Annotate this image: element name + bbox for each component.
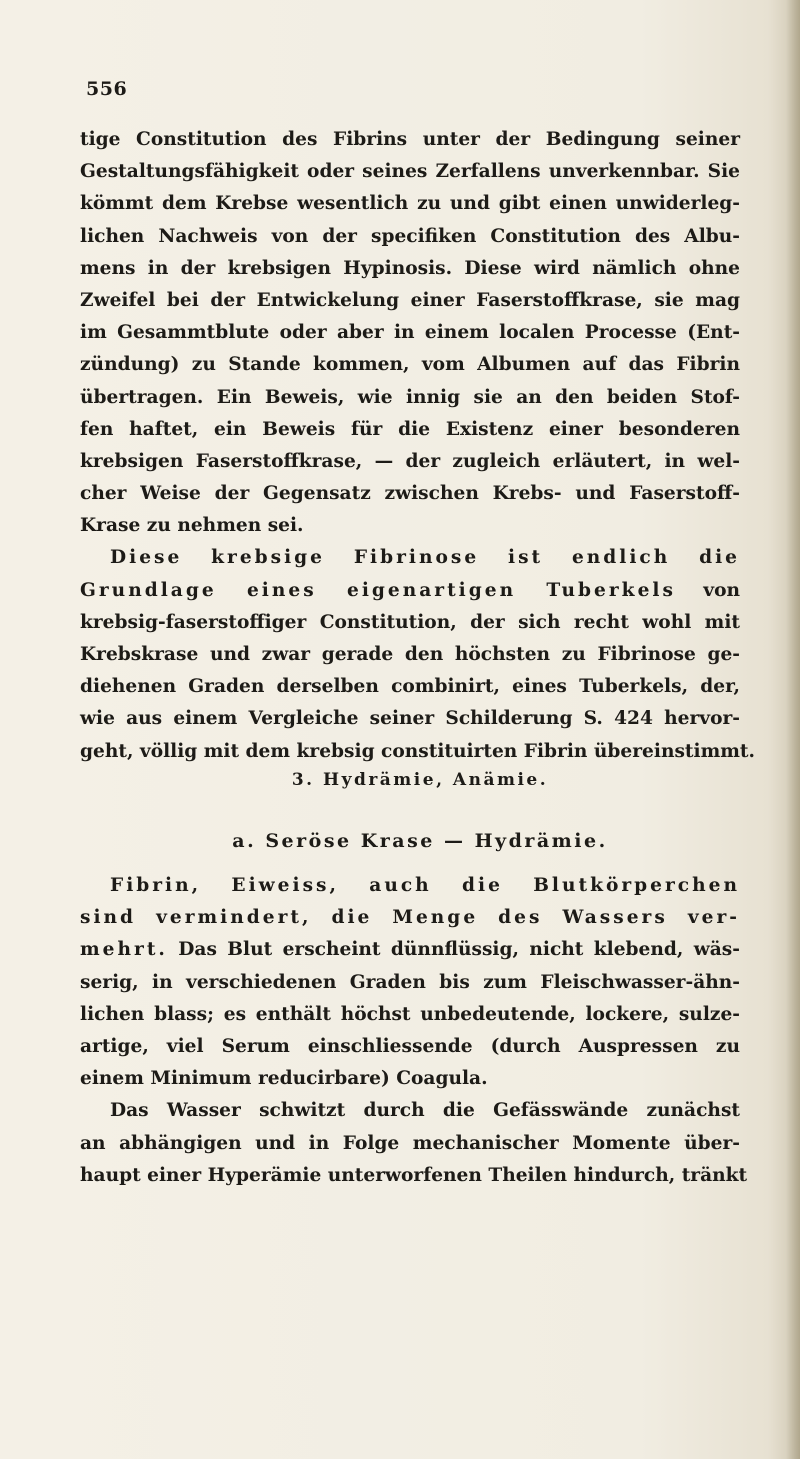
text-line: diehenen Graden derselben combinirt, eines Tuberkels, der,	[80, 676, 740, 698]
text-line: tige Constitution des Fibrins unter der Bedingung seiner	[80, 129, 740, 150]
text-line: lichen Nachweis von der specifiken Constitution des Albu-	[80, 225, 740, 247]
text-line: wie aus einem Vergleiche seiner Schilderung S. 424 hervor-	[80, 708, 740, 730]
text-line: Das Wasser schwitzt durch die Gefässwände zunächst	[110, 1100, 740, 1122]
spaced-text-line: sind vermindert, die Menge des Wassers ver-	[80, 907, 740, 929]
text-line: serig, in verschiedenen Graden bis zum Fleischwasser-ähn-	[80, 971, 740, 993]
main-text-lower	[80, 870, 748, 1192]
text-line: artige, viel Serum einschliessende (durch Auspressen zu	[80, 1035, 740, 1057]
spaced-text: Grundlage eines eigenartigen Tuberkels	[80, 579, 676, 601]
text-line: lichen blass; es enthält höchst unbedeutende, lockere, sulze-	[80, 1003, 740, 1025]
spaced-text-line: Diese krebsige Fibrinose ist endlich die	[110, 547, 740, 569]
text-line-mixed	[80, 575, 740, 607]
text-line: an abhängigen und in Folge mechanischer Momente über-	[80, 1132, 740, 1154]
text-line: Gestaltungsfähigkeit oder seines Zerfallens unverkennbar. Sie	[80, 161, 740, 183]
text-line: kömmt dem Krebse wesentlich zu und gibt einen unwiderleg-	[80, 193, 740, 215]
page-edge-shadow	[786, 0, 800, 1459]
text-line: im Gesammtblute oder aber in einem localen Processe (Ent-	[80, 322, 740, 344]
page-number: 556	[86, 78, 128, 100]
text-line: Krase zu nehmen sei.	[80, 515, 304, 537]
text-line: geht, völlig mit dem krebsig constituirten Fibrin übereinstimmt.	[80, 740, 755, 762]
text-line: zündung) zu Stande kommen, vom Albumen auf das Fibrin	[80, 354, 740, 376]
text-line: fen haftet, ein Beweis für die Existenz einer besonderen	[80, 418, 740, 440]
spaced-text: mehrt.	[80, 939, 168, 961]
text-line-mixed	[80, 934, 740, 966]
main-text-upper	[80, 124, 755, 768]
text-line: mens in der krebsigen Hypinosis. Diese wird nämlich ohne	[80, 257, 740, 279]
text-line: Zweifel bei der Entwickelung einer Faserstoffkrase, sie mag	[80, 289, 740, 311]
text-line: krebsig-faserstoffiger Constitution, der sich recht wohl mit	[80, 611, 740, 633]
subsection-heading: a. Seröse Krase — Hydrämie.	[232, 830, 608, 852]
text-line: einem Minimum reducirbare) Coagula.	[80, 1068, 488, 1090]
text-fragment: Das Blut erscheint dünnflüssig, nicht klebend, wäs-	[178, 939, 740, 961]
section-heading: 3. Hydrämie, Anämie.	[291, 770, 549, 790]
spaced-text-line: Fibrin, Eiweiss, auch die Blutkörperchen	[110, 875, 740, 896]
text-line: krebsigen Faserstoffkrase, — der zugleich erläutert, in wel-	[80, 450, 740, 472]
text-line: cher Weise der Gegensatz zwischen Krebs- und Faserstoff-	[80, 483, 740, 505]
text-fragment: von	[703, 579, 740, 601]
text-line: Krebskrase und zwar gerade den höchsten zu Fibrinose ge-	[80, 644, 740, 665]
text-line: haupt einer Hyperämie unterworfenen Theilen hindurch, tränkt	[80, 1164, 748, 1186]
text-line: übertragen. Ein Beweis, wie innig sie an den beiden Stof-	[80, 386, 740, 408]
